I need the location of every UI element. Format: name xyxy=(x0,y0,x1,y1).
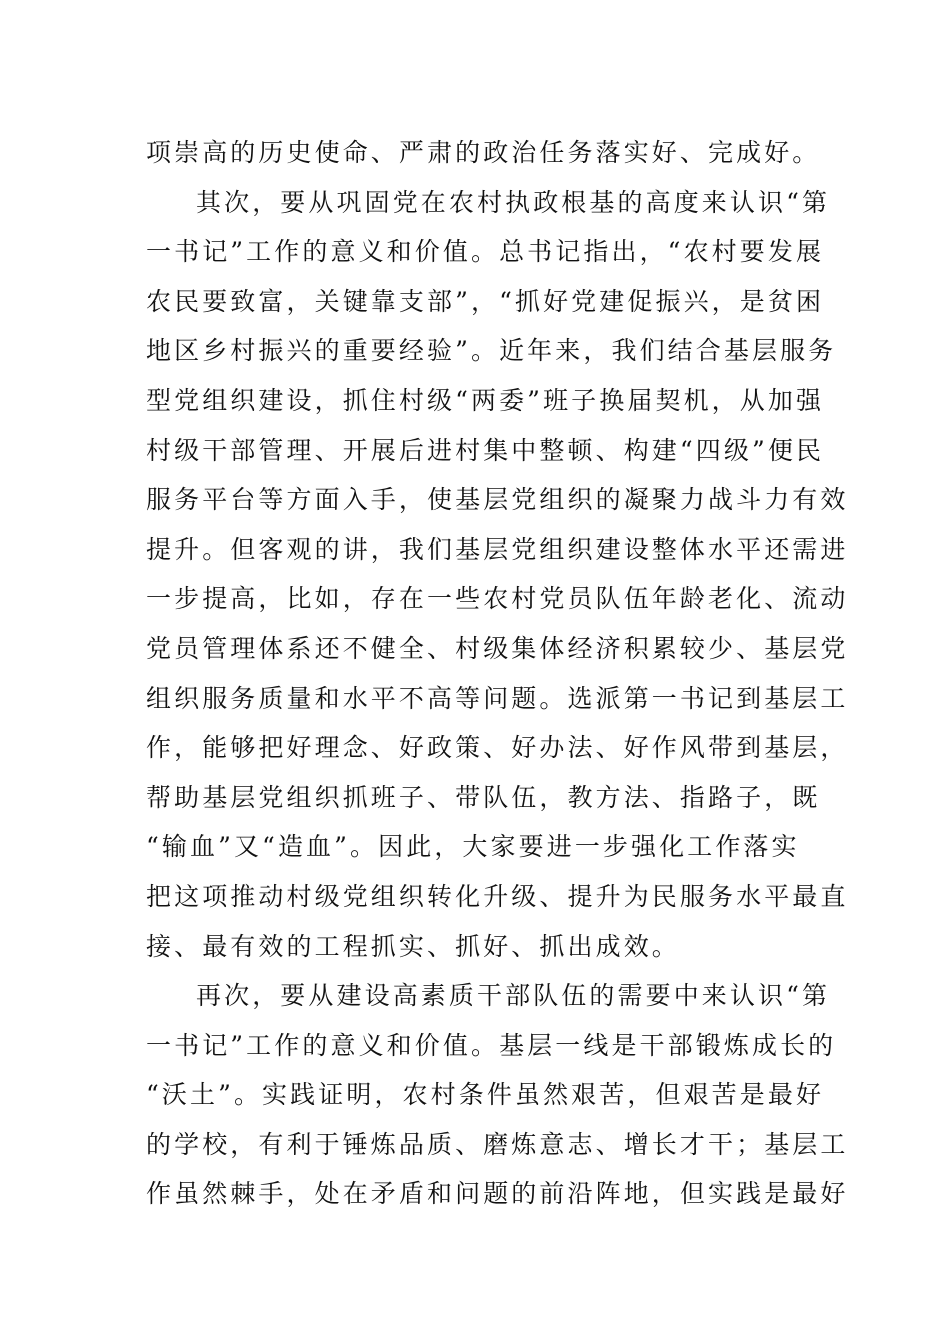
text-line: “输血”又“造血”。因此，大家要进一步强化工作落实 xyxy=(146,832,800,862)
text-line: 农民要致富，关键靠支部”，“抓好党建促振兴，是贫困 xyxy=(146,286,825,316)
text-line: 型党组织建设，抓住村级“两委”班子换届契机，从加强 xyxy=(146,385,825,415)
text-line: 一书记”工作的意义和价值。总书记指出，“农村要发展 xyxy=(146,237,825,267)
text-line: 接、最有效的工程抓实、抓好、抓出成效。 xyxy=(146,931,680,961)
text-line: 项崇高的历史使命、严肃的政治任务落实好、完成好。 xyxy=(146,138,821,167)
text-line: 帮助基层党组织抓班子、带队伍，教方法、指路子，既 xyxy=(146,782,821,812)
text-line: 的学校，有利于锤炼品质、磨炼意志、增长才干；基层工 xyxy=(146,1129,849,1159)
text-line: 作，能够把好理念、好政策、好办法、好作风带到基层， xyxy=(146,733,849,763)
text-line: 把这项推动村级党组织转化升级、提升为民服务水平最直 xyxy=(146,881,849,911)
text-line: 作虽然棘手，处在矛盾和问题的前沿阵地，但实践是最好 xyxy=(146,1179,849,1209)
text-line: 党员管理体系还不健全、村级集体经济积累较少、基层党 xyxy=(146,633,849,663)
paragraph-first-line: 再次，要从建设高素质干部队伍的需要中来认识“第 xyxy=(196,981,831,1011)
paragraph-first-line: 其次，要从巩固党在农村执政根基的高度来认识“第 xyxy=(196,187,831,217)
text-line: 服务平台等方面入手，使基层党组织的凝聚力战斗力有效 xyxy=(146,485,849,515)
text-line: 组织服务质量和水平不高等问题。选派第一书记到基层工 xyxy=(146,683,849,713)
text-line: 提升。但客观的讲，我们基层党组织建设整体水平还需进 xyxy=(146,534,849,564)
document-body xyxy=(146,128,849,1219)
text-line: 一步提高，比如，存在一些农村党员队伍年龄老化、流动 xyxy=(146,584,849,614)
text-line: 一书记”工作的意义和价值。基层一线是干部锻炼成长的 xyxy=(146,1030,837,1060)
text-line: 村级干部管理、开展后进村集中整顿、构建“四级”便民 xyxy=(146,435,825,465)
text-line: 地区乡村振兴的重要经验”。近年来，我们结合基层服务 xyxy=(146,336,837,366)
text-line: “沃土”。实践证明，农村条件虽然艰苦，但艰苦是最好 xyxy=(146,1080,825,1110)
